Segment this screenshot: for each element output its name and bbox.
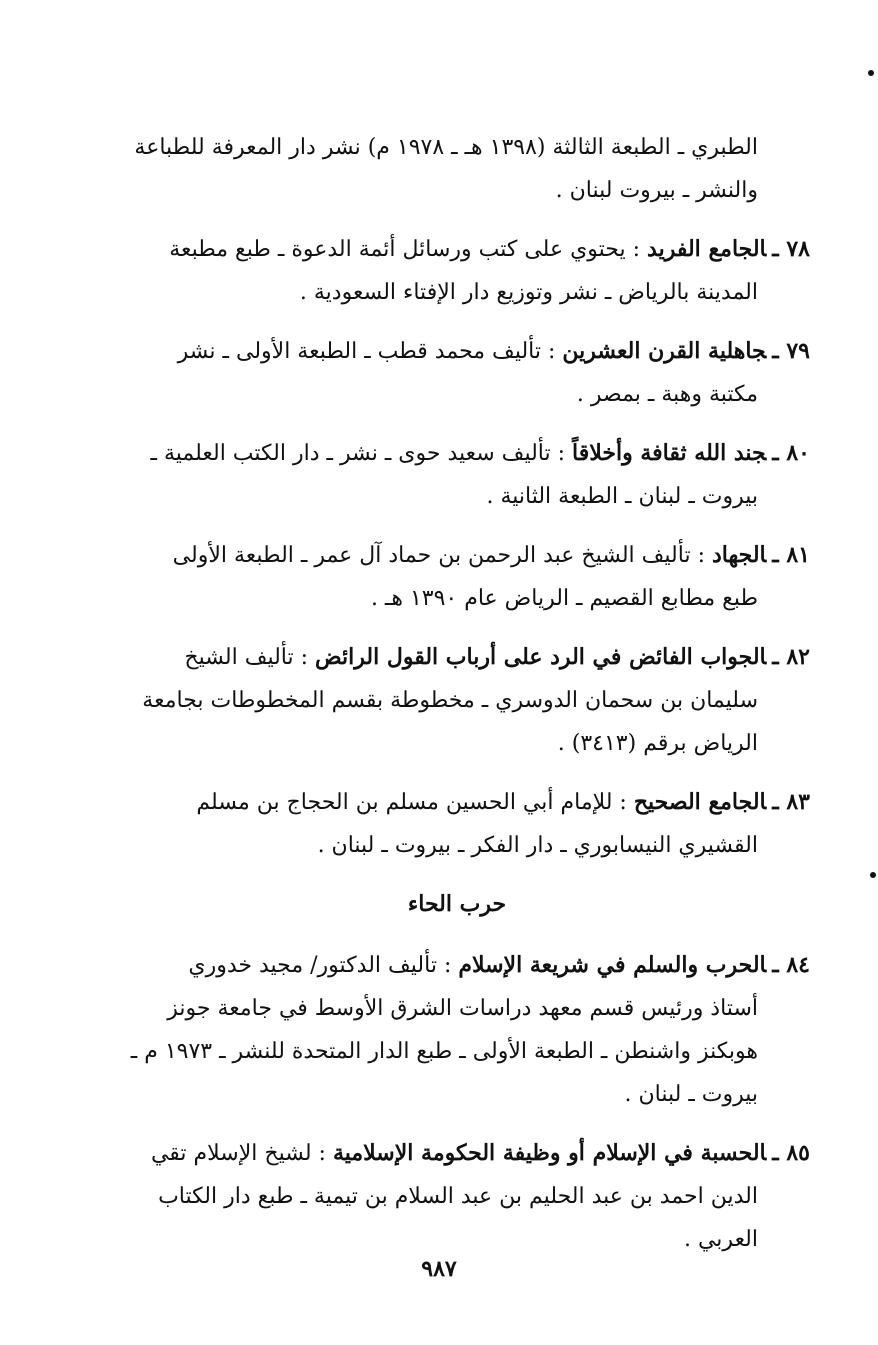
entry-first-line bbox=[104, 432, 810, 475]
bibliography-text bbox=[104, 126, 810, 1277]
entry-first-line bbox=[104, 944, 810, 987]
bibliography-entry bbox=[104, 636, 810, 765]
entry-number: ٧٩ ـ bbox=[772, 338, 810, 364]
entry-first-line bbox=[104, 330, 810, 373]
entry-first-line bbox=[104, 781, 810, 824]
text-line: مكتبة وهبة ـ بمصر . bbox=[576, 382, 758, 407]
text-line: الطبري ـ الطبعة الثالثة (١٣٩٨ هـ ـ ١٩٧٨ م) نشر دار المعرفة للطباعة bbox=[134, 135, 758, 160]
entry-title: الجهاد bbox=[712, 542, 767, 568]
text-line: المدينة بالرياض ـ نشر وتوزيع دار الإفتاء السعودية . bbox=[299, 280, 758, 305]
entry-first-line bbox=[104, 1132, 810, 1175]
text-line: هوبكنز واشنطن ـ الطبعة الأولى ـ طبع الدار المتحدة للنشر ـ ١٩٧٣ م ـ bbox=[130, 1039, 758, 1064]
bibliography-entry bbox=[104, 534, 810, 620]
entry-number: ٨٣ ـ bbox=[772, 789, 810, 815]
entry-title: جند الله ثقافة وأخلاقاً bbox=[572, 440, 767, 466]
entry-text: : تأليف الشيخ bbox=[184, 645, 309, 670]
entry-number: ٨٠ ـ bbox=[772, 440, 810, 466]
text-line: القشيري النيسابوري ـ دار الفكر ـ بيروت ـ لبنان . bbox=[317, 833, 758, 858]
bibliography-entry bbox=[104, 432, 810, 518]
entry-first-line bbox=[104, 534, 810, 577]
text-line: والنشر ـ بيروت لبنان . bbox=[555, 178, 758, 203]
entry-first-line bbox=[104, 228, 810, 271]
scan-speck bbox=[868, 70, 874, 76]
section-heading: حرب الحاء bbox=[407, 891, 507, 917]
text-line: أستاذ ورئيس قسم معهد دراسات الشرق الأوسط في جامعة جونز bbox=[167, 996, 758, 1021]
entry-text: : تأليف محمد قطب ـ الطبعة الأولى ـ نشر bbox=[177, 339, 556, 364]
entry-text: : يحتوي على كتب ورسائل أئمة الدعوة ـ طبع مطبعة bbox=[169, 237, 641, 262]
entry-title: الجامع الصحيح bbox=[633, 789, 767, 815]
entry-title: الجامع الفريد bbox=[647, 236, 767, 262]
entry-text: : تأليف الشيخ عبد الرحمن بن حماد آل عمر ـ الطبعة الأولى bbox=[172, 543, 705, 568]
entry-text: : لشيخ الإسلام تقي bbox=[150, 1141, 326, 1166]
intro-continuation bbox=[104, 126, 810, 212]
bibliography-entry bbox=[104, 781, 810, 867]
text-line: طبع مطابع القصيم ـ الرياض عام ١٣٩٠ هـ . bbox=[370, 586, 758, 611]
text-line: العربي . bbox=[683, 1227, 758, 1252]
entry-text: : تأليف الدكتور/ مجيد خدوري bbox=[188, 953, 452, 978]
entry-number: ٨٤ ـ bbox=[772, 952, 810, 978]
scan-speck bbox=[870, 872, 876, 878]
entry-number: ٨١ ـ bbox=[772, 542, 810, 568]
bibliography-entry bbox=[104, 944, 810, 1116]
entry-number: ٨٥ ـ bbox=[772, 1140, 810, 1166]
text-line: بيروت ـ لبنان . bbox=[624, 1082, 758, 1107]
entry-title: الحسبة في الإسلام أو وظيفة الحكومة الإسلامية bbox=[332, 1140, 767, 1166]
text-line: الرياض برقم (٣٤١٣) . bbox=[557, 731, 758, 756]
bibliography-entry bbox=[104, 228, 810, 314]
page-number: ٩٨٧ bbox=[421, 1256, 457, 1282]
text-line: بيروت ـ لبنان ـ الطبعة الثانية . bbox=[486, 484, 758, 509]
entry-number: ٧٨ ـ bbox=[772, 236, 810, 262]
entry-text: : للإمام أبي الحسين مسلم بن الحجاج بن مسلم bbox=[196, 790, 627, 815]
entry-number: ٨٢ ـ bbox=[772, 644, 810, 670]
bibliography-entry bbox=[104, 1132, 810, 1261]
entry-first-line bbox=[104, 636, 810, 679]
entry-title: جاهلية القرن العشرين bbox=[562, 338, 767, 364]
text-line: الدين احمد بن عبد الحليم بن عبد السلام بن تيمية ـ طبع دار الكتاب bbox=[158, 1184, 758, 1209]
entry-title: الحرب والسلم في شريعة الإسلام bbox=[458, 952, 767, 978]
entry-title: الجواب الفائض في الرد على أرباب القول الرائض bbox=[315, 644, 767, 670]
bibliography-entry bbox=[104, 330, 810, 416]
text-line: سليمان بن سحمان الدوسري ـ مخطوطة بقسم المخطوطات بجامعة bbox=[142, 688, 758, 713]
entry-text: : تأليف سعيد حوى ـ نشر ـ دار الكتب العلمية ـ bbox=[150, 441, 566, 466]
